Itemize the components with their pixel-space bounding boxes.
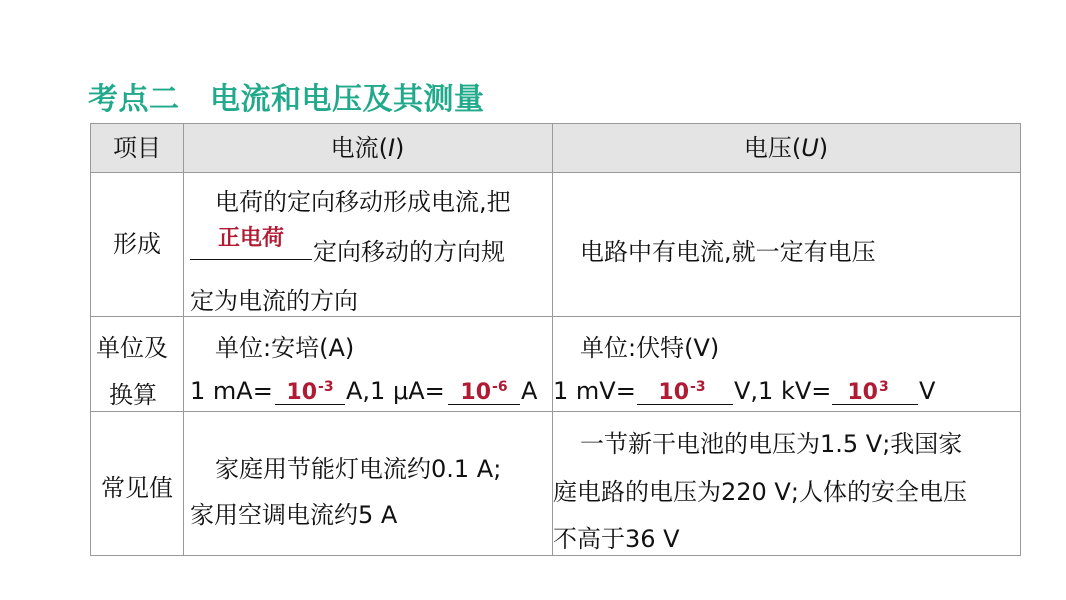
units-voltage-line1: 单位:伏特(V)	[580, 334, 720, 362]
row-label-formation: 形成	[113, 230, 161, 258]
units-voltage-p2: V,1 kV=	[734, 377, 832, 405]
common-voltage-line3: 不高于36 V	[553, 525, 680, 553]
units-voltage-p3: V	[919, 377, 936, 405]
section-title: 考点二 电流和电压及其测量	[88, 82, 485, 117]
units-current-answer-1: $10^{-3}$	[286, 379, 334, 405]
formation-current-answer: 正电荷	[217, 226, 284, 251]
units-voltage-p1: 1 mV=	[553, 377, 636, 405]
header-item: 项目	[113, 134, 161, 162]
units-current-line1: 单位:安培(A)	[215, 334, 355, 362]
formation-current-blank	[190, 259, 312, 260]
units-current-p3: A	[521, 377, 538, 405]
row-label-units-1: 单位及	[96, 334, 168, 362]
common-voltage-line1: 一节新干电池的电压为1.5 V;我国家	[580, 430, 963, 458]
formation-current-line1: 电荷的定向移动形成电流,把	[215, 188, 511, 216]
common-current-line2: 家用空调电流约5 A	[190, 501, 398, 529]
units-current-p2: A,1 μA=	[346, 377, 445, 405]
units-current-answer-2: $10^{-6}$	[460, 379, 508, 405]
units-current-p1: 1 mA=	[190, 377, 273, 405]
row-label-units-2: 换算	[109, 381, 157, 409]
header-current: 电流(I)	[330, 134, 405, 162]
formation-voltage: 电路中有电流,就一定有电压	[580, 238, 876, 266]
header-voltage: 电压(U)	[743, 134, 829, 162]
formation-current-line2: 定向移动的方向规	[313, 238, 505, 266]
row-label-common: 常见值	[101, 474, 173, 502]
units-voltage-answer-1: $10^{-3}$	[658, 379, 706, 405]
common-current-line1: 家庭用节能灯电流约0.1 A;	[215, 455, 502, 483]
common-voltage-line2: 庭电路的电压为220 V;人体的安全电压	[553, 478, 967, 506]
current-voltage-table	[90, 123, 1021, 556]
formation-current-line3: 定为电流的方向	[190, 287, 358, 315]
units-voltage-answer-2: $10^3$	[847, 379, 889, 405]
